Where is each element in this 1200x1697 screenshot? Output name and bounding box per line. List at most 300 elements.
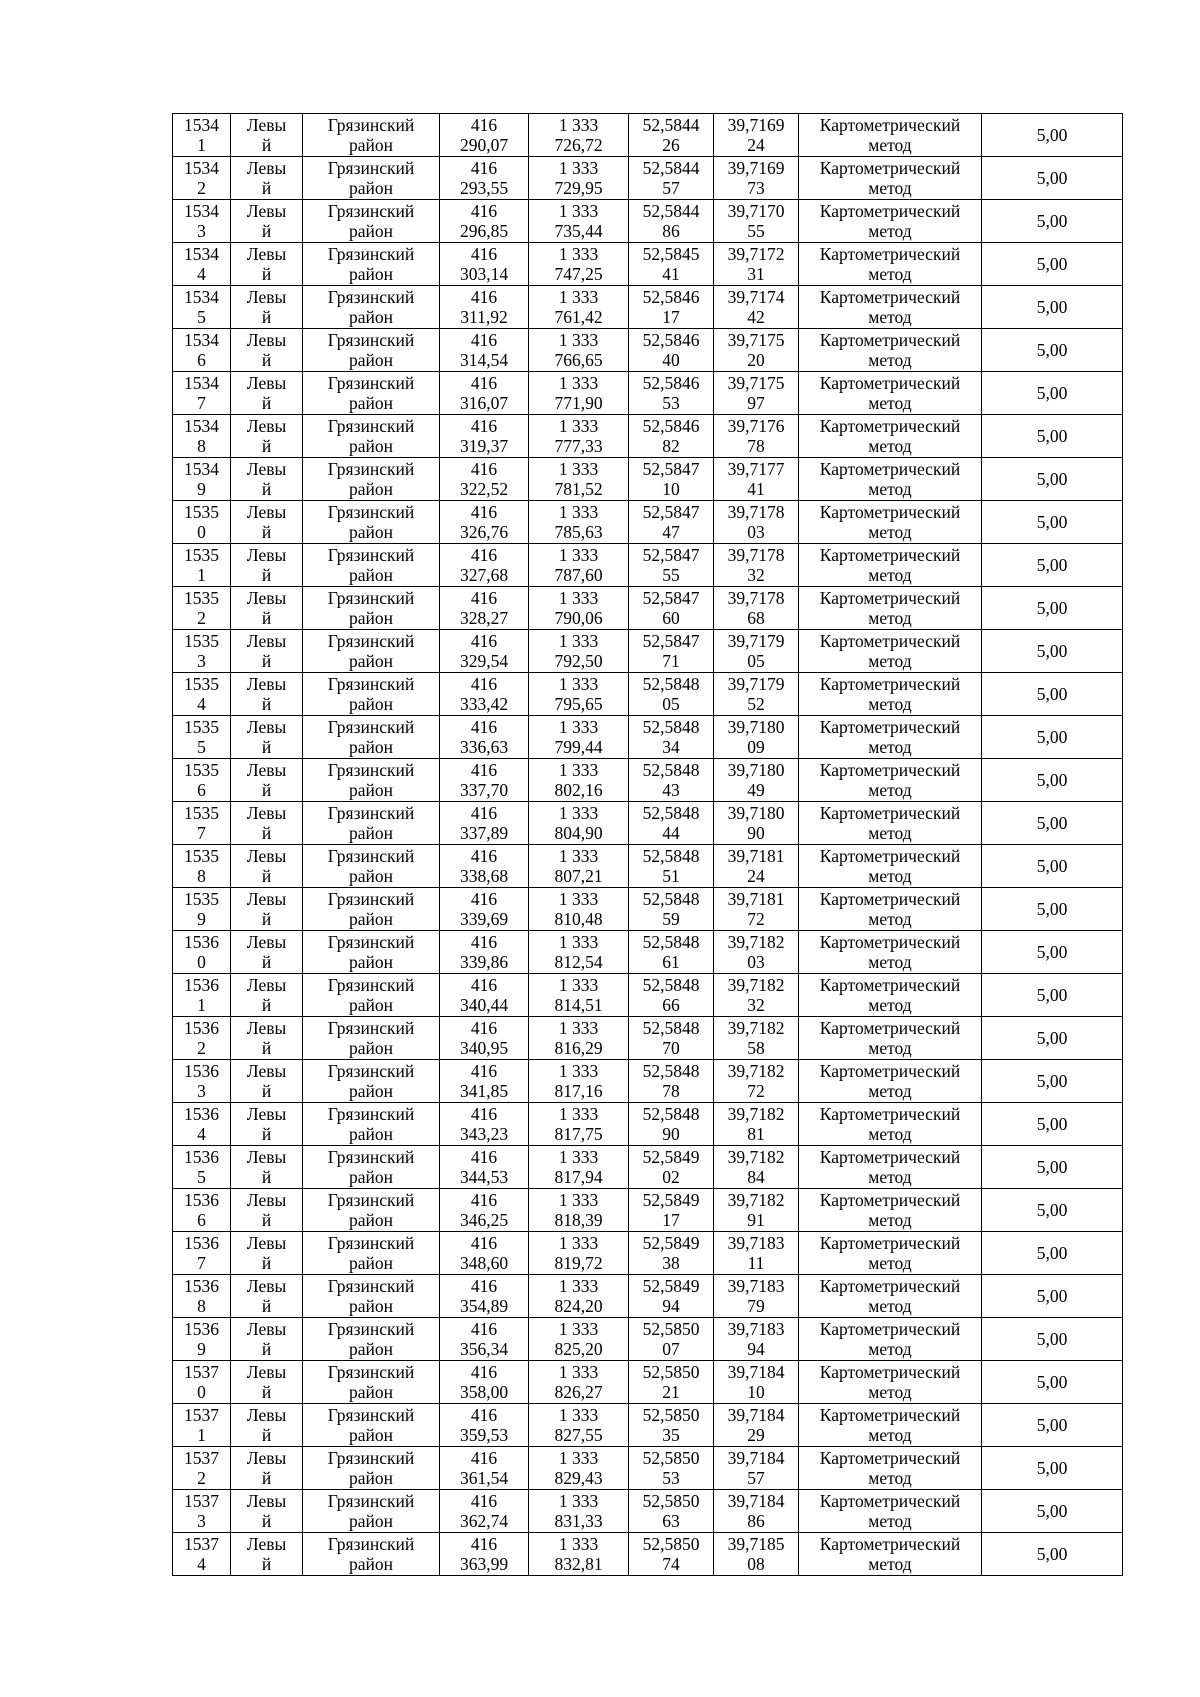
longitude-cell-line: 39,7184 — [727, 1491, 785, 1511]
latitude-cell — [629, 1103, 714, 1146]
latitude-cell — [629, 759, 714, 802]
point-number-cell-line: 1535 — [184, 502, 219, 522]
y-coordinate-cell-line: 787,60 — [554, 565, 603, 585]
district-cell-line: район — [349, 1081, 393, 1101]
method-cell-line: метод — [868, 1554, 912, 1574]
side-cell-line: Левы — [246, 416, 287, 436]
latitude-cell-line: 44 — [662, 823, 680, 843]
side-cell-line: й — [261, 823, 272, 843]
side-cell — [231, 1189, 303, 1232]
longitude-cell-line: 03 — [747, 522, 765, 542]
latitude-cell — [629, 1533, 714, 1576]
longitude-cell — [714, 1533, 799, 1576]
longitude-cell — [714, 587, 799, 630]
point-number-cell — [173, 1533, 231, 1576]
y-coordinate-cell-line: 814,51 — [554, 995, 603, 1015]
district-cell-line: район — [349, 1124, 393, 1144]
latitude-cell — [629, 501, 714, 544]
district-cell — [303, 716, 440, 759]
x-coordinate-cell-line: 416 — [470, 545, 498, 565]
latitude-cell — [629, 157, 714, 200]
accuracy-cell: 5,00 — [982, 157, 1123, 200]
side-cell-line: й — [261, 694, 272, 714]
district-cell-line: район — [349, 651, 393, 671]
district-cell — [303, 458, 440, 501]
method-cell-line: метод — [868, 221, 912, 241]
side-cell — [231, 501, 303, 544]
longitude-cell — [714, 1361, 799, 1404]
point-number-cell — [173, 1447, 231, 1490]
latitude-cell-line: 52,5848 — [642, 760, 700, 780]
side-cell-line: Левы — [246, 1362, 287, 1382]
point-number-cell — [173, 544, 231, 587]
accuracy-cell: 5,00 — [982, 888, 1123, 931]
x-coordinate-cell-line: 348,60 — [459, 1253, 509, 1273]
y-coordinate-cell — [529, 501, 629, 544]
method-cell — [799, 1490, 982, 1533]
x-coordinate-cell — [440, 974, 529, 1017]
y-coordinate-cell-line: 1 333 — [558, 244, 599, 264]
point-number-cell — [173, 458, 231, 501]
accuracy-cell: 5,00 — [982, 587, 1123, 630]
x-coordinate-cell — [440, 1103, 529, 1146]
longitude-cell — [714, 1146, 799, 1189]
district-cell-line: район — [349, 1382, 393, 1402]
district-cell-line: Грязинский — [327, 631, 415, 651]
side-cell-line: Левы — [246, 889, 287, 909]
district-cell-line: район — [349, 952, 393, 972]
district-cell-line: Грязинский — [327, 1276, 415, 1296]
district-cell — [303, 501, 440, 544]
method-cell-line: метод — [868, 694, 912, 714]
latitude-cell — [629, 974, 714, 1017]
side-cell — [231, 286, 303, 329]
longitude-cell — [714, 544, 799, 587]
x-coordinate-cell — [440, 673, 529, 716]
y-coordinate-cell — [529, 243, 629, 286]
method-cell-line: метод — [868, 264, 912, 284]
table-row — [173, 501, 1123, 544]
y-coordinate-cell — [529, 673, 629, 716]
x-coordinate-cell — [440, 286, 529, 329]
side-cell — [231, 673, 303, 716]
side-cell — [231, 1275, 303, 1318]
district-cell-line: Грязинский — [327, 1104, 415, 1124]
point-number-cell-line: 1536 — [184, 1319, 219, 1339]
method-cell-line: метод — [868, 909, 912, 929]
y-coordinate-cell-line: 1 333 — [558, 1276, 599, 1296]
latitude-cell-line: 59 — [662, 909, 680, 929]
y-coordinate-cell — [529, 931, 629, 974]
point-number-cell-line: 9 — [197, 909, 206, 929]
y-coordinate-cell-line: 1 333 — [558, 1491, 599, 1511]
x-coordinate-cell — [440, 845, 529, 888]
method-cell-line: метод — [868, 1253, 912, 1273]
longitude-cell — [714, 802, 799, 845]
side-cell-line: Левы — [246, 760, 287, 780]
y-coordinate-cell — [529, 200, 629, 243]
point-number-cell-line: 1537 — [184, 1405, 219, 1425]
point-number-cell — [173, 1404, 231, 1447]
longitude-cell — [714, 243, 799, 286]
x-coordinate-cell-line: 362,74 — [459, 1511, 509, 1531]
x-coordinate-cell-line: 416 — [470, 846, 498, 866]
longitude-cell-line: 55 — [747, 221, 765, 241]
table-row — [173, 544, 1123, 587]
latitude-cell-line: 52,5850 — [642, 1405, 700, 1425]
y-coordinate-cell-line: 1 333 — [558, 1061, 599, 1081]
y-coordinate-cell — [529, 1189, 629, 1232]
accuracy-cell: 5,00 — [982, 1146, 1123, 1189]
method-cell-line: Картометрический — [819, 975, 961, 995]
district-cell — [303, 415, 440, 458]
x-coordinate-cell-line: 416 — [470, 115, 498, 135]
side-cell — [231, 372, 303, 415]
latitude-cell — [629, 458, 714, 501]
x-coordinate-cell-line: 316,07 — [459, 393, 509, 413]
longitude-cell-line: 39,7183 — [727, 1233, 785, 1253]
point-number-cell-line: 9 — [197, 1339, 206, 1359]
y-coordinate-cell — [529, 587, 629, 630]
side-cell-line: й — [261, 780, 272, 800]
point-number-cell — [173, 157, 231, 200]
point-number-cell-line: 1535 — [184, 717, 219, 737]
x-coordinate-cell — [440, 802, 529, 845]
side-cell-line: й — [261, 522, 272, 542]
x-coordinate-cell-line: 416 — [470, 889, 498, 909]
x-coordinate-cell-line: 416 — [470, 803, 498, 823]
point-number-cell-line: 1 — [197, 1425, 206, 1445]
x-coordinate-cell — [440, 716, 529, 759]
method-cell — [799, 1533, 982, 1576]
x-coordinate-cell-line: 416 — [470, 1319, 498, 1339]
point-number-cell — [173, 931, 231, 974]
y-coordinate-cell-line: 735,44 — [554, 221, 603, 241]
latitude-cell-line: 52,5848 — [642, 1104, 700, 1124]
district-cell — [303, 587, 440, 630]
longitude-cell-line: 78 — [747, 436, 765, 456]
method-cell-line: метод — [868, 1382, 912, 1402]
y-coordinate-cell-line: 819,72 — [554, 1253, 603, 1273]
district-cell-line: Грязинский — [327, 846, 415, 866]
latitude-cell — [629, 1146, 714, 1189]
y-coordinate-cell-line: 1 333 — [558, 115, 599, 135]
x-coordinate-cell — [440, 1275, 529, 1318]
longitude-cell — [714, 888, 799, 931]
latitude-cell-line: 52,5847 — [642, 545, 700, 565]
table-row — [173, 1275, 1123, 1318]
district-cell-line: Грязинский — [327, 803, 415, 823]
accuracy-cell: 5,00 — [982, 845, 1123, 888]
latitude-cell-line: 05 — [662, 694, 680, 714]
longitude-cell-line: 39,7181 — [727, 889, 785, 909]
table-row — [173, 716, 1123, 759]
method-cell-line: Картометрический — [819, 115, 961, 135]
longitude-cell-line: 09 — [747, 737, 765, 757]
side-cell — [231, 415, 303, 458]
method-cell-line: Картометрический — [819, 1147, 961, 1167]
side-cell-line: й — [261, 350, 272, 370]
district-cell-line: Грязинский — [327, 1018, 415, 1038]
table-row — [173, 157, 1123, 200]
method-cell-line: метод — [868, 1124, 912, 1144]
longitude-cell-line: 79 — [747, 1296, 765, 1316]
x-coordinate-cell-line: 341,85 — [459, 1081, 509, 1101]
point-number-cell-line: 6 — [197, 780, 206, 800]
side-cell — [231, 1017, 303, 1060]
latitude-cell — [629, 1361, 714, 1404]
y-coordinate-cell-line: 1 333 — [558, 1104, 599, 1124]
side-cell-line: й — [261, 1124, 272, 1144]
district-cell — [303, 1146, 440, 1189]
x-coordinate-cell — [440, 1060, 529, 1103]
district-cell-line: район — [349, 565, 393, 585]
table-row — [173, 372, 1123, 415]
method-cell — [799, 114, 982, 157]
side-cell-line: Левы — [246, 1276, 287, 1296]
longitude-cell-line: 39,7184 — [727, 1448, 785, 1468]
method-cell-line: Картометрический — [819, 588, 961, 608]
longitude-cell-line: 39,7182 — [727, 975, 785, 995]
side-cell-line: Левы — [246, 158, 287, 178]
table-row — [173, 286, 1123, 329]
y-coordinate-cell-line: 1 333 — [558, 674, 599, 694]
point-number-cell-line: 6 — [197, 350, 206, 370]
district-cell-line: район — [349, 823, 393, 843]
side-cell — [231, 931, 303, 974]
side-cell — [231, 1361, 303, 1404]
method-cell — [799, 888, 982, 931]
method-cell-line: Картометрический — [819, 1190, 961, 1210]
longitude-cell-line: 39,7172 — [727, 244, 785, 264]
point-number-cell-line: 6 — [197, 1210, 206, 1230]
x-coordinate-cell-line: 326,76 — [459, 522, 509, 542]
x-coordinate-cell — [440, 1232, 529, 1275]
point-number-cell-line: 8 — [197, 436, 206, 456]
side-cell-line: Левы — [246, 1147, 287, 1167]
method-cell-line: метод — [868, 178, 912, 198]
latitude-cell-line: 52,5844 — [642, 115, 700, 135]
y-coordinate-cell — [529, 1103, 629, 1146]
y-coordinate-cell — [529, 716, 629, 759]
y-coordinate-cell-line: 826,27 — [554, 1382, 603, 1402]
point-number-cell-line: 3 — [197, 1081, 206, 1101]
district-cell-line: район — [349, 909, 393, 929]
latitude-cell — [629, 587, 714, 630]
side-cell-line: Левы — [246, 459, 287, 479]
district-cell-line: район — [349, 436, 393, 456]
accuracy-cell: 5,00 — [982, 1103, 1123, 1146]
y-coordinate-cell — [529, 1232, 629, 1275]
x-coordinate-cell-line: 314,54 — [459, 350, 509, 370]
method-cell — [799, 845, 982, 888]
side-cell-line: Левы — [246, 674, 287, 694]
side-cell — [231, 458, 303, 501]
side-cell-line: й — [261, 651, 272, 671]
point-number-cell-line: 3 — [197, 221, 206, 241]
side-cell — [231, 243, 303, 286]
latitude-cell — [629, 1275, 714, 1318]
y-coordinate-cell-line: 802,16 — [554, 780, 603, 800]
side-cell — [231, 1447, 303, 1490]
point-number-cell-line: 0 — [197, 1382, 206, 1402]
latitude-cell-line: 52,5850 — [642, 1534, 700, 1554]
side-cell-line: й — [261, 866, 272, 886]
point-number-cell — [173, 372, 231, 415]
district-cell — [303, 200, 440, 243]
x-coordinate-cell — [440, 329, 529, 372]
x-coordinate-cell-line: 416 — [470, 244, 498, 264]
district-cell-line: Грязинский — [327, 674, 415, 694]
x-coordinate-cell-line: 361,54 — [459, 1468, 509, 1488]
district-cell-line: Грязинский — [327, 1190, 415, 1210]
longitude-cell-line: 90 — [747, 823, 765, 843]
latitude-cell — [629, 1318, 714, 1361]
side-cell-line: Левы — [246, 1104, 287, 1124]
point-number-cell-line: 1536 — [184, 1018, 219, 1038]
x-coordinate-cell-line: 416 — [470, 1147, 498, 1167]
latitude-cell-line: 52,5849 — [642, 1147, 700, 1167]
district-cell-line: район — [349, 1253, 393, 1273]
latitude-cell-line: 90 — [662, 1124, 680, 1144]
y-coordinate-cell-line: 818,39 — [554, 1210, 603, 1230]
x-coordinate-cell-line: 416 — [470, 416, 498, 436]
method-cell — [799, 1447, 982, 1490]
method-cell — [799, 1017, 982, 1060]
method-cell-line: Картометрический — [819, 1405, 961, 1425]
side-cell-line: й — [261, 264, 272, 284]
point-number-cell-line: 1534 — [184, 330, 219, 350]
longitude-cell-line: 24 — [747, 135, 765, 155]
latitude-cell — [629, 931, 714, 974]
point-number-cell-line: 8 — [197, 1296, 206, 1316]
y-coordinate-cell — [529, 1146, 629, 1189]
accuracy-cell: 5,00 — [982, 673, 1123, 716]
district-cell — [303, 974, 440, 1017]
y-coordinate-cell — [529, 759, 629, 802]
method-cell-line: Картометрический — [819, 1448, 961, 1468]
side-cell-line: Левы — [246, 932, 287, 952]
point-number-cell — [173, 501, 231, 544]
longitude-cell — [714, 1060, 799, 1103]
latitude-cell-line: 52,5844 — [642, 201, 700, 221]
latitude-cell — [629, 1189, 714, 1232]
x-coordinate-cell — [440, 931, 529, 974]
method-cell-line: Картометрический — [819, 1018, 961, 1038]
point-number-cell-line: 8 — [197, 866, 206, 886]
point-number-cell-line: 1536 — [184, 1061, 219, 1081]
latitude-cell-line: 34 — [662, 737, 680, 757]
x-coordinate-cell-line: 416 — [470, 1061, 498, 1081]
point-number-cell — [173, 415, 231, 458]
point-number-cell-line: 1536 — [184, 1190, 219, 1210]
x-coordinate-cell-line: 343,23 — [459, 1124, 509, 1144]
x-coordinate-cell-line: 340,95 — [459, 1038, 509, 1058]
longitude-cell-line: 81 — [747, 1124, 765, 1144]
point-number-cell-line: 2 — [197, 178, 206, 198]
point-number-cell-line: 1536 — [184, 932, 219, 952]
method-cell-line: метод — [868, 1425, 912, 1445]
latitude-cell — [629, 716, 714, 759]
point-number-cell-line: 2 — [197, 1038, 206, 1058]
longitude-cell-line: 39,7182 — [727, 1190, 785, 1210]
side-cell-line: й — [261, 995, 272, 1015]
method-cell-line: метод — [868, 479, 912, 499]
method-cell — [799, 1103, 982, 1146]
point-number-cell-line: 7 — [197, 823, 206, 843]
longitude-cell-line: 39,7182 — [727, 1061, 785, 1081]
accuracy-cell: 5,00 — [982, 1490, 1123, 1533]
side-cell — [231, 1490, 303, 1533]
point-number-cell-line: 1535 — [184, 803, 219, 823]
y-coordinate-cell-line: 1 333 — [558, 1018, 599, 1038]
table-row — [173, 415, 1123, 458]
latitude-cell-line: 21 — [662, 1382, 680, 1402]
side-cell-line: й — [261, 1554, 272, 1574]
y-coordinate-cell-line: 807,21 — [554, 866, 603, 886]
y-coordinate-cell-line: 1 333 — [558, 631, 599, 651]
x-coordinate-cell — [440, 372, 529, 415]
method-cell-line: Картометрический — [819, 889, 961, 909]
method-cell-line: Картометрический — [819, 846, 961, 866]
district-cell-line: район — [349, 1038, 393, 1058]
district-cell-line: Грязинский — [327, 588, 415, 608]
x-coordinate-cell-line: 359,53 — [459, 1425, 509, 1445]
latitude-cell-line: 52,5848 — [642, 889, 700, 909]
side-cell-line: й — [261, 1081, 272, 1101]
point-number-cell — [173, 673, 231, 716]
longitude-cell-line: 39,7178 — [727, 502, 785, 522]
x-coordinate-cell-line: 416 — [470, 1405, 498, 1425]
latitude-cell-line: 07 — [662, 1339, 680, 1359]
table-row — [173, 1189, 1123, 1232]
longitude-cell-line: 49 — [747, 780, 765, 800]
point-number-cell-line: 1536 — [184, 1233, 219, 1253]
latitude-cell-line: 35 — [662, 1425, 680, 1445]
district-cell-line: район — [349, 307, 393, 327]
district-cell-line: район — [349, 522, 393, 542]
longitude-cell — [714, 1490, 799, 1533]
x-coordinate-cell-line: 416 — [470, 330, 498, 350]
latitude-cell-line: 17 — [662, 1210, 680, 1230]
longitude-cell-line: 39,7169 — [727, 115, 785, 135]
district-cell — [303, 1232, 440, 1275]
method-cell-line: метод — [868, 737, 912, 757]
y-coordinate-cell — [529, 1533, 629, 1576]
accuracy-cell: 5,00 — [982, 372, 1123, 415]
y-coordinate-cell-line: 825,20 — [554, 1339, 603, 1359]
method-cell-line: Картометрический — [819, 459, 961, 479]
point-number-cell-line: 3 — [197, 1511, 206, 1531]
x-coordinate-cell — [440, 1189, 529, 1232]
longitude-cell-line: 41 — [747, 479, 765, 499]
y-coordinate-cell-line: 832,81 — [554, 1554, 603, 1574]
y-coordinate-cell-line: 1 333 — [558, 287, 599, 307]
y-coordinate-cell-line: 1 333 — [558, 1362, 599, 1382]
point-number-cell-line: 1535 — [184, 760, 219, 780]
district-cell-line: район — [349, 995, 393, 1015]
longitude-cell — [714, 501, 799, 544]
district-cell — [303, 372, 440, 415]
side-cell-line: й — [261, 1038, 272, 1058]
y-coordinate-cell — [529, 802, 629, 845]
x-coordinate-cell-line: 416 — [470, 975, 498, 995]
accuracy-cell: 5,00 — [982, 458, 1123, 501]
y-coordinate-cell — [529, 415, 629, 458]
method-cell-line: Картометрический — [819, 760, 961, 780]
method-cell — [799, 243, 982, 286]
point-number-cell-line: 5 — [197, 1167, 206, 1187]
